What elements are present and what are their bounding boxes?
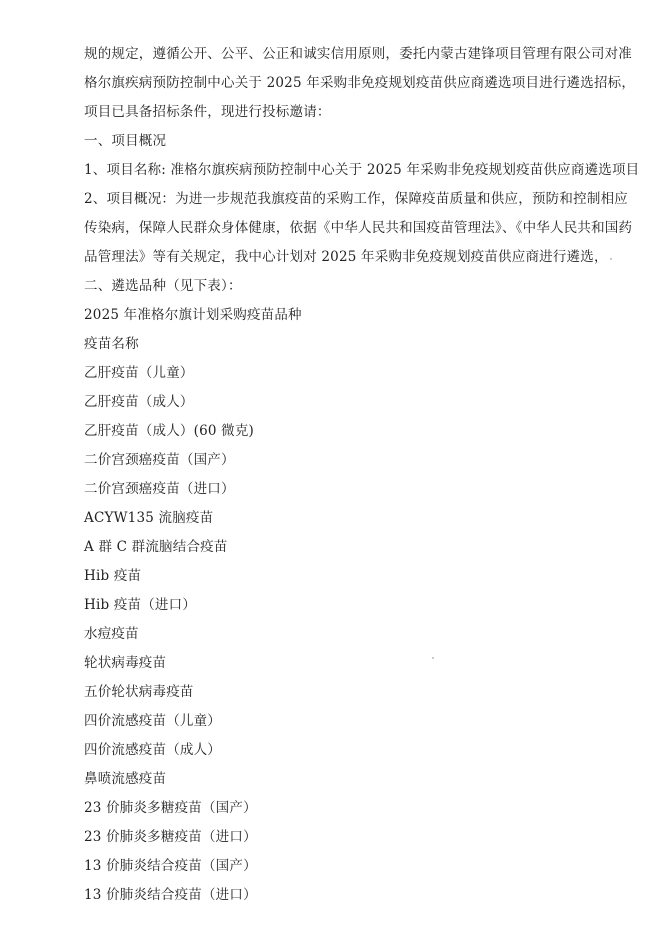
vaccine-item: 乙肝疫苗（成人）	[84, 394, 194, 410]
vaccine-item: 13 价肺炎结合疫苗（进口）	[84, 887, 257, 903]
vaccine-item: 四价流感疫苗（儿童）	[84, 713, 221, 729]
vaccine-item: 乙肝疫苗（成人）(60 微克)	[84, 423, 255, 439]
project-overview-line-2: 传染病，保障人民群众身体健康，依据《中华人民共和国疫苗管理法》、《中华人民共和国药	[84, 220, 633, 236]
section-2-heading: 二、遴选品种（见下表）：	[84, 278, 242, 294]
vaccine-item: 二价宫颈癌疫苗（进口）	[84, 481, 235, 497]
vaccine-item: 水痘疫苗	[84, 626, 139, 642]
vaccine-item: 四价流感疫苗（成人）	[84, 742, 221, 758]
scan-speck	[610, 258, 612, 260]
vaccine-item: 23 价肺炎多糖疫苗（国产）	[84, 800, 257, 816]
project-overview-line-1: 2、项目概况：为进一步规范我旗疫苗的采购工作，保障疫苗质量和供应，预防和控制相应	[84, 191, 628, 207]
vaccine-item: 二价宫颈癌疫苗（国产）	[84, 452, 235, 468]
vaccine-item: A 群 C 群流脑结合疫苗	[84, 539, 228, 555]
intro-line-1: 规的规定，遵循公开、公平、公正和诚实信用原则，委托内蒙古建锋项目管理有限公司对准	[84, 46, 632, 62]
vaccine-item: 鼻喷流感疫苗	[84, 771, 167, 787]
intro-line-3: 项目已具备招标条件，现进行投标邀请：	[84, 104, 331, 120]
vaccine-item: Hib 疫苗（进口）	[84, 597, 197, 613]
scan-speck	[432, 657, 434, 659]
vaccine-table-header: 疫苗名称	[84, 336, 139, 352]
intro-line-2: 格尔旗疾病预防控制中心关于 2025 年采购非免疫规划疫苗供应商遴选项目进行遴选招标，	[84, 75, 636, 91]
vaccine-item: Hib 疫苗	[84, 568, 142, 584]
project-overview-line-3: 品管理法》等有关规定，我中心计划对 2025 年采购非免疫规划疫苗供应商进行遴选，	[84, 249, 608, 265]
vaccine-item: 五价轮状病毒疫苗	[84, 684, 194, 700]
vaccine-item: 23 价肺炎多糖疫苗（进口）	[84, 829, 257, 845]
vaccine-list	[84, 359, 628, 910]
vaccine-item: ACYW135 流脑疫苗	[84, 510, 214, 526]
vaccine-item: 轮状病毒疫苗	[84, 655, 167, 671]
vaccine-table-title: 2025 年准格尔旗计划采购疫苗品种	[84, 307, 302, 323]
vaccine-item: 13 价肺炎结合疫苗（国产）	[84, 858, 257, 874]
vaccine-item: 乙肝疫苗（儿童）	[84, 365, 194, 381]
section-1-heading: 一、项目概况	[84, 133, 167, 149]
project-name-item: 1、项目名称: 准格尔旗疾病预防控制中心关于 2025 年采购非免疫规划疫苗供应商遴选项目	[84, 162, 640, 178]
